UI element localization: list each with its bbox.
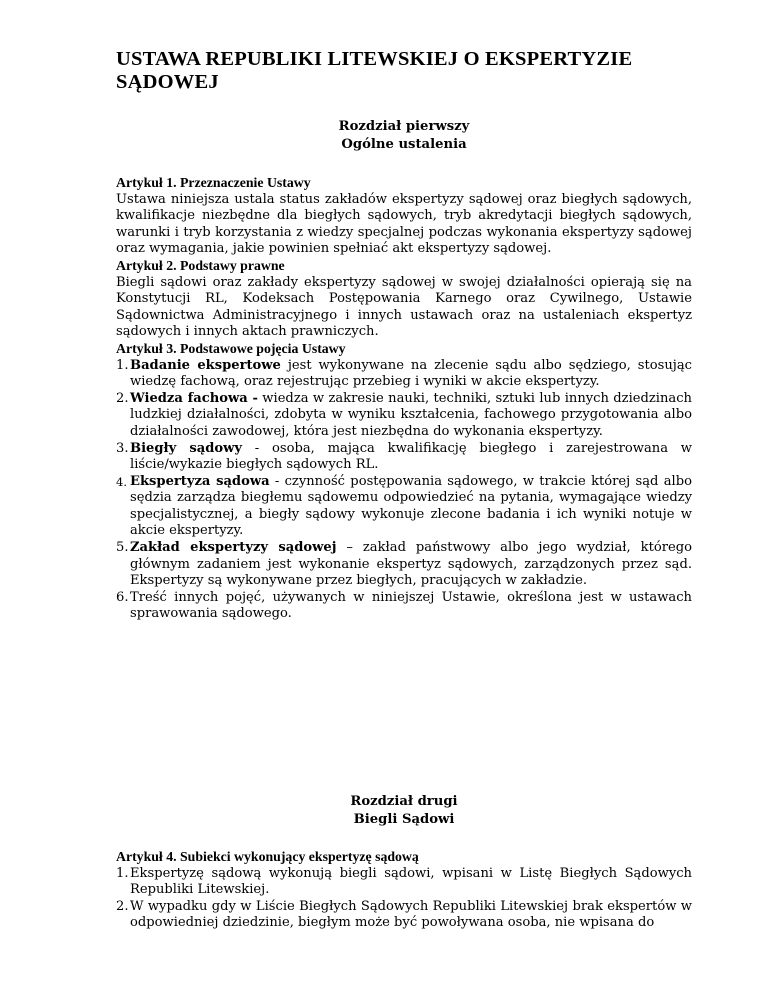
list-item: [116, 590, 692, 623]
list-item: [116, 441, 692, 474]
list-item: [116, 899, 692, 932]
article-1-text: Ustawa niniejsza ustala status zakładów ekspertyzy sądowej oraz biegłych sądowych, kwalifikacje niezbędne dla biegłych sądowych, tryb akredytacji biegłych sądowych, warunki i tryb korzystania z wiedzy specjalnej podczas wykonania ekspertyzy sądowej oraz wymagania, jakie powinien spełniać akt ekspertyzy sądowej.: [116, 191, 692, 257]
list-item-text: W wypadku gdy w Liście Biegłych Sądowych Republiki Litewskiej brak ekspertów w odpowiedniej dziedzinie, biegłym może być powoływana osoba, nie wpisana do: [130, 898, 692, 931]
chapter-1-subheading: Ogólne ustalenia: [341, 136, 467, 152]
list-item-number: 2.: [116, 390, 129, 406]
list-item-number: 1.: [116, 357, 129, 373]
list-item-number: 5.: [116, 540, 129, 556]
list-item-term: Wiedza fachowa -: [130, 390, 258, 406]
list-item-term: Badanie ekspertowe: [130, 357, 281, 373]
list-item: [116, 474, 692, 540]
list-item-number: 4.: [116, 474, 127, 489]
document-title: USTAWA REPUBLIKI LITEWSKIEJ O EKSPERTYZIE SĄDOWEJ: [116, 48, 633, 93]
article-1-heading: Artykuł 1. Przeznaczenie Ustawy: [116, 175, 311, 190]
article-4-list: [116, 866, 692, 932]
list-item: [116, 358, 692, 391]
list-item-term: Zakład ekspertyzy sądowej: [130, 540, 337, 556]
article-3-heading: Artykuł 3. Podstawowe pojęcia Ustawy: [116, 340, 346, 356]
list-item-text: - osoba, mająca kwalifikację biegłego i zarejestrowana w liście/wykazie biegłych sądowych RL.: [130, 440, 693, 473]
list-item-number: 3.: [116, 440, 129, 456]
article-2-text: Biegli sądowi oraz zakłady ekspertyzy sądowej w swojej działalności opierają się na Konstytucji RL, Kodeksach Postępowania Karnego oraz Cywilnego, Ustawie Sądownictwa Administracyjnego i innych ustawach oraz na ustaleniach ekspertyz sądowych i innych aktach prawniczych.: [116, 274, 692, 340]
list-item-text: Ekspertyzę sądową wykonują biegli sądowi, wpisani w Listę Biegłych Sądowych Republiki Litewskiej.: [130, 865, 692, 898]
chapter-1-heading: Rozdział pierwszy: [338, 119, 470, 134]
chapter-1-header: [116, 118, 692, 153]
chapter-2-header: [116, 793, 692, 828]
chapter-2-subheading: Biegli Sądowi: [353, 811, 455, 827]
article-2-heading: Artykuł 2. Podstawy prawne: [116, 257, 285, 273]
list-item: [116, 540, 692, 590]
chapter-2-heading: Rozdział drugi: [350, 794, 458, 810]
list-item: [116, 866, 692, 899]
list-item-text: – zakład państwowy albo jego wydział, którego głównym zadaniem jest wykonanie ekspertyz sądowych, zarządzonych przez sąd. Ekspertyzy są wykonywane przez biegłych, pracujących w zakładzie.: [130, 540, 692, 589]
article-4-heading: Artykuł 4. Subiekci wykonujący ekspertyzę sądową: [116, 849, 419, 865]
list-item-term: Biegły sądowy: [130, 440, 242, 456]
article-3-list: [116, 358, 692, 624]
list-item-number: 1.: [116, 865, 129, 881]
list-item-text: Treść innych pojęć, używanych w niniejszej Ustawie, określona jest w ustawach sprawowania sądowego.: [130, 589, 692, 622]
list-item-number: 6.: [116, 589, 129, 605]
list-item-text: wiedza w zakresie nauki, techniki, sztuki lub innych dziedzinach ludzkiej działalności, zdobyta w wyniku kształcenia, fachowego przygotowania albo działalności zawodowej, która jest niezbędna do wykonania ekspertyzy.: [130, 390, 692, 439]
list-item-number: 2.: [116, 898, 129, 914]
list-item: [116, 391, 692, 441]
list-item-text: jest wykonywane na zlecenie sądu albo sędziego, stosując wiedzę fachową, oraz rejestrując przebieg i wyniki w akcie ekspertyzy.: [130, 357, 692, 390]
list-item-text: - czynność postępowania sądowego, w trakcie której sąd albo sędzia zarządza biegłemu sądowemu odpowiedzieć na pytania, wymagające wiedzy specjalistycznej, a biegły sądowy wykonuje zlecone badania i ich wyniki notuje w akcie ekspertyzy.: [130, 473, 692, 539]
list-item-term: Ekspertyza sądowa: [130, 473, 270, 489]
